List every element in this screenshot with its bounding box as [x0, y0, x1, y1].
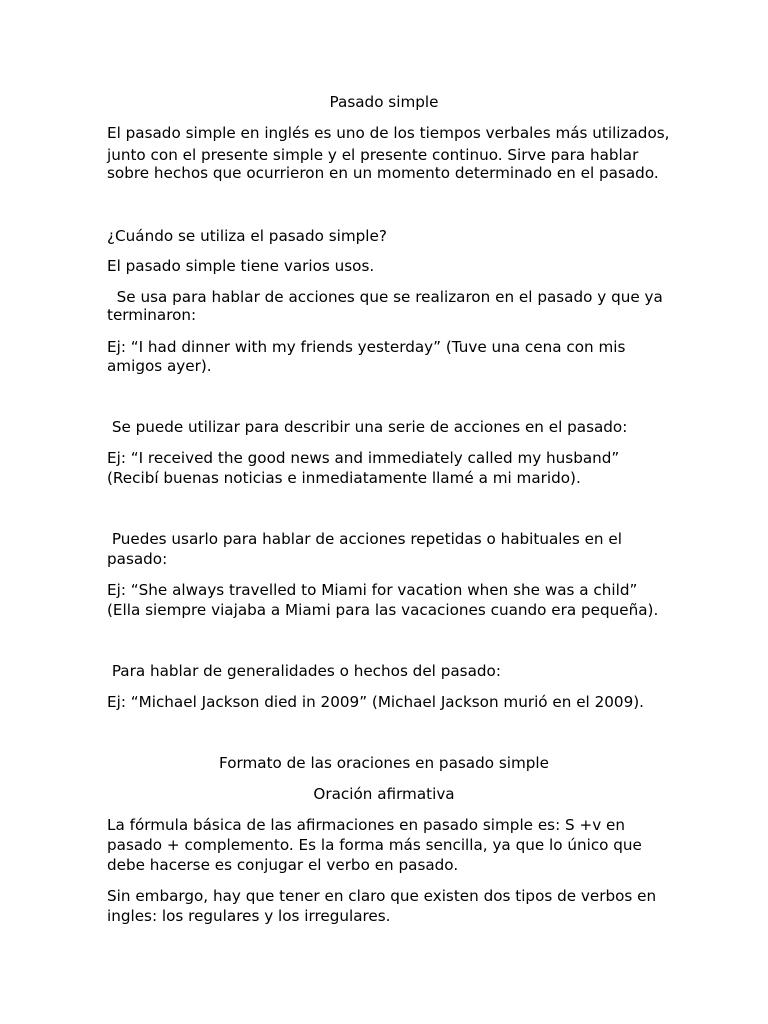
affirmative-heading: Oración afirmativa: [313, 785, 455, 803]
formula-line-2: pasado + complemento. Es la forma más sencilla, ya que lo único que: [107, 836, 642, 854]
question-heading: ¿Cuándo se utiliza el pasado simple?: [107, 227, 387, 245]
example-1-line-2: amigos ayer).: [107, 357, 212, 375]
closing-line-2: ingles: los regulares y los irregulares.: [107, 907, 391, 925]
intro-line-1: El pasado simple en inglés es uno de los tiempos verbales más utilizados,: [107, 124, 670, 142]
example-3-line-2: (Ella siempre viajaba a Miami para las vacaciones cuando era pequeña).: [107, 601, 659, 619]
use-2: Se puede utilizar para describir una serie de acciones en el pasado:: [107, 418, 628, 436]
uses-intro: El pasado simple tiene varios usos.: [107, 257, 375, 275]
use-3-line-2: pasado:: [107, 550, 168, 568]
example-3-line-1: Ej: “She always travelled to Miami for vacation when she was a child”: [107, 581, 638, 599]
use-3-line-1: Puedes usarlo para hablar de acciones repetidas o habituales en el: [107, 530, 622, 548]
example-4: Ej: “Michael Jackson died in 2009” (Michael Jackson murió en el 2009).: [107, 693, 645, 711]
intro-line-3: sobre hechos que ocurrieron en un momento determinado en el pasado.: [107, 164, 659, 182]
format-heading: Formato de las oraciones en pasado simple: [219, 754, 549, 772]
use-1-line-2: terminaron:: [107, 306, 197, 324]
use-1-line-1: Se usa para hablar de acciones que se realizaron en el pasado y que ya: [107, 288, 663, 306]
example-2-line-1: Ej: “I received the good news and immediately called my husband”: [107, 449, 620, 467]
intro-line-2: junto con el presente simple y el presente continuo. Sirve para hablar: [107, 146, 639, 164]
use-4: Para hablar de generalidades o hechos del pasado:: [107, 662, 501, 680]
closing-line-1: Sin embargo, hay que tener en claro que existen dos tipos de verbos en: [107, 887, 657, 905]
example-2-line-2: (Recibí buenas noticias e inmediatamente llamé a mi marido).: [107, 469, 581, 487]
example-1-line-1: Ej: “I had dinner with my friends yesterday” (Tuve una cena con mis: [107, 338, 626, 356]
document-title: Pasado simple: [329, 93, 439, 111]
formula-line-1: La fórmula básica de las afirmaciones en pasado simple es: S +v en: [107, 816, 626, 834]
formula-line-3: debe hacerse es conjugar el verbo en pasado.: [107, 856, 459, 874]
